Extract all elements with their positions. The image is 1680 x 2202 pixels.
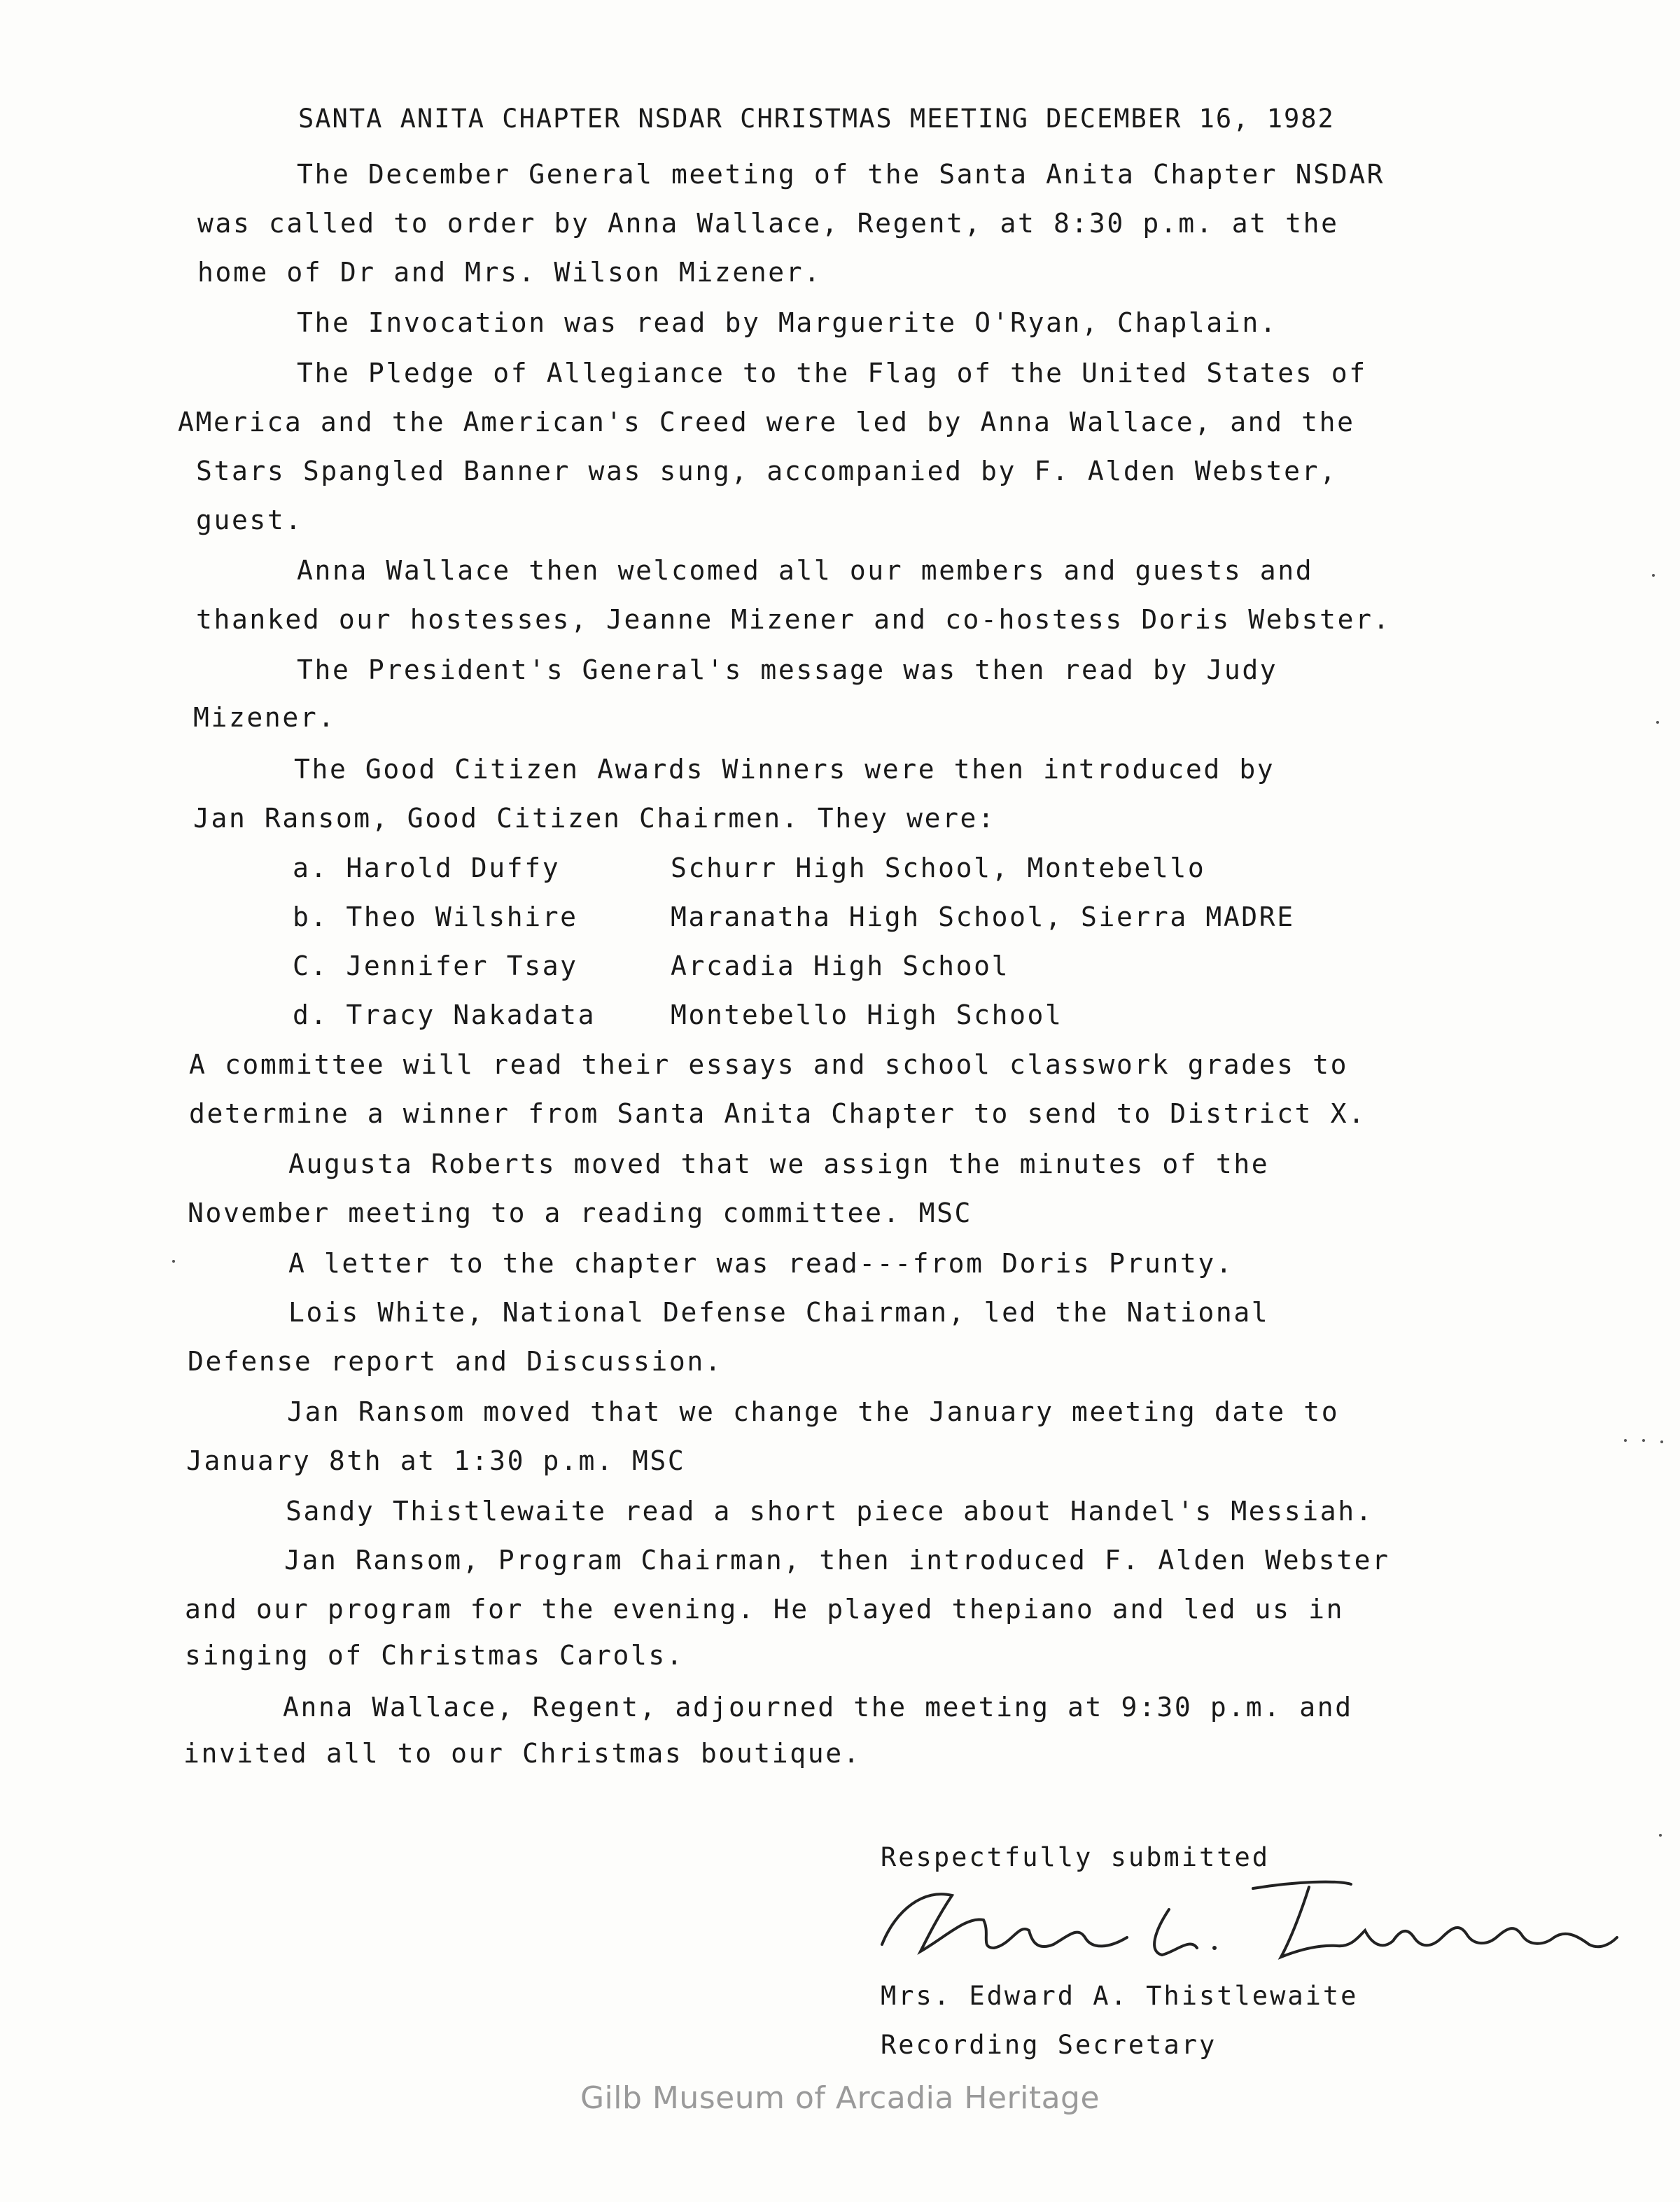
scan-speck — [1660, 1440, 1663, 1443]
body-line: A committee will read their essays and school classwork grades to — [189, 1049, 1349, 1080]
body-line: AMerica and the American's Creed were led by Anna Wallace, and the — [178, 407, 1355, 437]
body-line: Defense report and Discussion. — [188, 1346, 723, 1377]
body-line: The President's General's message was then read by Judy — [297, 654, 1278, 685]
body-line: invited all to our Christmas boutique. — [183, 1738, 862, 1769]
body-line: singing of Christmas Carols. — [185, 1640, 685, 1671]
body-line: Lois White, National Defense Chairman, led the National — [288, 1297, 1270, 1328]
body-line: Stars Spangled Banner was sung, accompanied by F. Alden Webster, — [196, 456, 1338, 486]
winner-name: b. Theo Wilshire — [293, 902, 578, 932]
scan-speck — [1624, 1439, 1627, 1442]
body-line: November meeting to a reading committee. MSC — [188, 1198, 973, 1228]
body-line: January 8th at 1:30 p.m. MSC — [186, 1445, 686, 1476]
scan-speck — [172, 1260, 175, 1263]
signature — [861, 1867, 1631, 1972]
body-line: The Invocation was read by Marguerite O'Ryan, Chaplain. — [297, 307, 1278, 338]
scan-speck — [1656, 721, 1659, 724]
body-line: Sandy Thistlewaite read a short piece about Handel's Messiah. — [286, 1496, 1374, 1527]
body-line: Anna Wallace, Regent, adjourned the meeting at 9:30 p.m. and — [283, 1692, 1353, 1723]
scan-speck — [1652, 574, 1655, 577]
winner-school: Maranatha High School, Sierra MADRE — [671, 902, 1295, 932]
body-line: was called to order by Anna Wallace, Regent, at 8:30 p.m. at the — [197, 208, 1339, 239]
body-line: thanked our hostesses, Jeanne Mizener and co-hostess Doris Webster. — [196, 604, 1392, 635]
body-line: Mizener. — [193, 702, 336, 733]
winner-name: a. Harold Duffy — [293, 853, 561, 883]
body-line: home of Dr and Mrs. Wilson Mizener. — [197, 257, 822, 288]
body-line: The Good Citizen Awards Winners were then introduced by — [294, 754, 1275, 785]
body-line: The Pledge of Allegiance to the Flag of the United States of — [297, 358, 1367, 388]
body-line: The December General meeting of the Santa Anita Chapter NSDAR — [297, 159, 1385, 190]
closing-respectfully: Respectfully submitted — [881, 1842, 1270, 1872]
winner-name: C. Jennifer Tsay — [293, 951, 578, 981]
body-line: A letter to the chapter was read---from Doris Prunty. — [288, 1248, 1234, 1279]
winner-school: Arcadia High School — [671, 951, 1010, 981]
document-heading: SANTA ANITA CHAPTER NSDAR CHRISTMAS MEETING DECEMBER 16, 1982 — [298, 104, 1335, 134]
body-line: and our program for the evening. He played thepiano and led us in — [185, 1594, 1345, 1625]
winner-school: Montebello High School — [671, 1000, 1063, 1030]
body-line: Jan Ransom moved that we change the January meeting date to — [287, 1396, 1340, 1427]
scan-speck — [1642, 1439, 1645, 1442]
body-line: Jan Ransom, Good Citizen Chairmen. They were: — [193, 803, 996, 834]
closing-title: Recording Secretary — [881, 2030, 1217, 2060]
winner-school: Schurr High School, Montebello — [671, 853, 1206, 883]
winner-name: d. Tracy Nakadata — [293, 1000, 596, 1030]
museum-watermark: Gilb Museum of Arcadia Heritage — [580, 2080, 1100, 2116]
closing-name: Mrs. Edward A. Thistlewaite — [881, 1981, 1359, 2011]
body-line: determine a winner from Santa Anita Chapter to send to District X. — [189, 1098, 1366, 1129]
body-line: Augusta Roberts moved that we assign the minutes of the — [288, 1149, 1270, 1179]
body-line: Anna Wallace then welcomed all our members and guests and — [297, 555, 1314, 586]
scan-speck — [1659, 1834, 1662, 1837]
body-line: Jan Ransom, Program Chairman, then introduced F. Alden Webster — [284, 1545, 1390, 1576]
body-line: guest. — [196, 505, 303, 535]
